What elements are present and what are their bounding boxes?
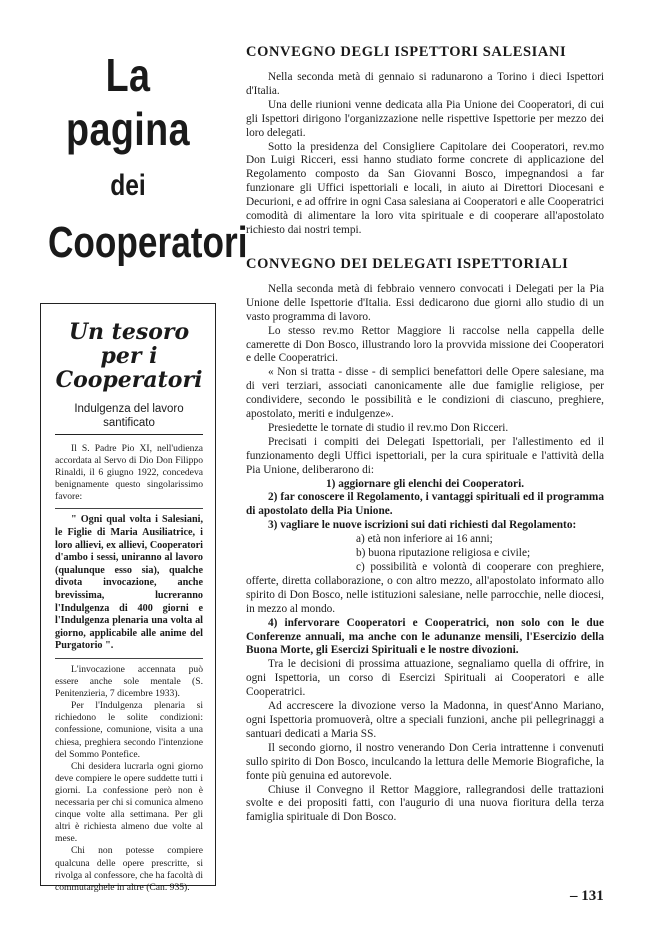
page-title: [28, 48, 248, 270]
page-number: [570, 888, 604, 905]
box-intro: Il S. Padre Pio XI, nell'udienza accordata al Servo di Dio Don Filippo Rinaldi, il 6 giugno 1922, concedeva benignamente questo singolarissimo favore:: [55, 443, 203, 503]
box-quote: " Ogni qual volta i Salesiani, le Figlie di Maria Ausiliatrice, i loro allievi, ex allievi, Cooperatori d'ambo i sessi, uniranno al lavoro (qualunque esso sia), qualche divota invocazione, anche brevissima, lucreranno l'Indulgenza di 400 giorni e l'Indulgenza plenaria una volta al giorno, applicabile alle anime del Purgatorio ".: [55, 514, 203, 652]
list-subitem: b) buona riputazione religiosa e civile;: [356, 547, 531, 560]
list-subitem: a) età non inferiore ai 16 anni;: [356, 533, 493, 546]
paragraph: Lo stesso rev.mo Rettor Maggiore li raccolse nella cappella delle camerette di Don Bosco, illustrando loro la provvida missione dei Cooperatori e delle Cooperatrici.: [246, 324, 604, 365]
list-item: 4) infervorare Cooperatori e Cooperatrici, non solo con le due Conferenze annuali, ma anche con le adunanze mensili, l'Esercizio della Buona Morte, gli Esercizi Spirituali e le nostre divozioni.: [246, 616, 604, 657]
title-line-la-pagina: La pagina: [65, 49, 191, 155]
paragraph: Presiedette le tornate di studio il rev.mo Don Ricceri.: [268, 421, 509, 434]
box-divider: [55, 508, 203, 509]
article-column: [246, 44, 604, 825]
sidebar-box: [40, 303, 216, 893]
paragraph: « Non si tratta - disse - di semplici benefattori delle Opere salesiane, ma di veri terziari, associati canonicamente alle due famiglie religiose, per condividere, secondo le possibilità e le condizioni di ciascuno, preghiere, apostolato, meriti e indulgenze».: [246, 366, 604, 421]
title-line-dei: dei: [110, 169, 146, 202]
box-note: Per l'Indulgenza plenaria si richiedono le solite condizioni: confessione, comunione, visita a una chiesa, preghiera secondo l'intenzione del Sommo Pontefice.: [55, 700, 203, 760]
box-divider: [55, 658, 203, 659]
page-number-value: 131: [581, 888, 604, 904]
paragraph: Nella seconda metà di gennaio si radunarono a Torino i dieci Ispettori d'Italia.: [246, 71, 604, 97]
paragraph: Ad accrescere la divozione verso la Madonna, in quest'Anno Mariano, ogni Ispettoria promuoverà, oltre a speciali funzioni, anche pii pellegrinaggi a santuari dedicati a Maria SS.: [246, 700, 604, 740]
title-line-cooperatori: Cooperatori: [48, 218, 248, 267]
box-title-line2: per i Cooperatori: [55, 343, 203, 393]
paragraph: Sotto la presidenza del Consigliere Capitolare dei Cooperatori, rev.mo Don Luigi Ricceri, essi hanno studiato forme concrete di applicazione del Regolamento composto da San Giovanni Bosco, impegnandosi a far funzionare gli Uffici ispettoriali e locali, in aiuto ai Direttori Diocesani e Decurioni, e ad offrire in ogni Casa salesiana ai Cooperatori e alle Cooperatrici comodità di alimentare la loro vita spirituale e di cooperare all'apostolato richiesto dai nostri tempi.: [246, 140, 604, 236]
paragraph: Il secondo giorno, il nostro venerando Don Ceria intrattenne i convenuti sullo spirito di Don Bosco, inculcando la lettura delle Memorie Biografiche, la fonte più genuina ed autorevole.: [246, 741, 604, 782]
section-heading-delegati: CONVEGNO DEI DELEGATI ISPETTORIALI: [246, 255, 569, 272]
paragraph: Tra le decisioni di prossima attuazione, segnaliamo quella di offrire, in ogni Ispettoria, un corso di Esercizi Spirituali ai Cooperatori e alle Cooperatrici.: [246, 658, 604, 699]
list-item: 3) vagliare le nuove iscrizioni sui dati richiesti dal Regolamento:: [268, 519, 577, 532]
list-subitem: c) possibilità e volontà di cooperare con preghiere, offerte, diretta collaborazione, o con altro mezzo, all'apostolato informato allo spirito di Don Bosco, nelle istituzioni salesiane, nelle parrocchie, nelle diocesi, in mezzo al mondo.: [246, 561, 604, 615]
paragraph: Precisati i compiti dei Delegati Ispettoriali, per l'allestimento ed il funzionamento degli Uffici ispettoriali, per la cura spirituale e l'attività della Pia Unione, deliberarono di:: [246, 435, 604, 476]
box-note: Chi non potesse compiere qualcuna delle opere prescritte, si rivolga al confessore, che ha facoltà di commutarghele in altre (Can. 935).: [55, 845, 203, 893]
box-title-line1: Un tesoro: [68, 319, 190, 345]
paragraph: Chiuse il Convegno il Rettor Maggiore, rallegrandosi delle trattazioni svolte e dei propositi fatti, con l'augurio di una nuova fioritura della terza famiglia spirituale di Don Bosco.: [246, 783, 604, 824]
box-title: [55, 320, 203, 392]
box-note: L'invocazione accennata può essere anche sole mentale (S. Penitenzieria, 7 dicembre 1933).: [55, 664, 203, 700]
paragraph: Una delle riunioni venne dedicata alla Pia Unione dei Cooperatori, di cui gli Ispettori dirigono l'organizzazione nelle rispettive Ispettorie per mezzo dei loro delegati.: [246, 98, 604, 139]
page-dash: –: [570, 888, 578, 904]
paragraph: Nella seconda metà di febbraio vennero convocati i Delegati per la Pia Unione delle Ispettorie d'Italia. Essi dedicarono due giorni allo studio di un vasto programma di lavoro.: [246, 282, 604, 323]
list-item: 2) far conoscere il Regolamento, i vantaggi spirituali ed il programma di apostolato della Pia Unione.: [246, 491, 604, 518]
list-item: 1) aggiornare gli elenchi dei Cooperatori.: [325, 477, 525, 490]
section-heading-ispettori: CONVEGNO DEGLI ISPETTORI SALESIANI: [246, 44, 567, 60]
box-subtitle: Indulgenza del lavoro santificato: [55, 402, 203, 435]
box-note: Chi desidera lucrarla ogni giorno deve compiere le opere suddette tutti i giorni. La confessione però non è necessaria per chi si comunica almeno cinque volte alla settimana. Per gli altri è richiesta almeno due volte al mese.: [55, 760, 203, 845]
